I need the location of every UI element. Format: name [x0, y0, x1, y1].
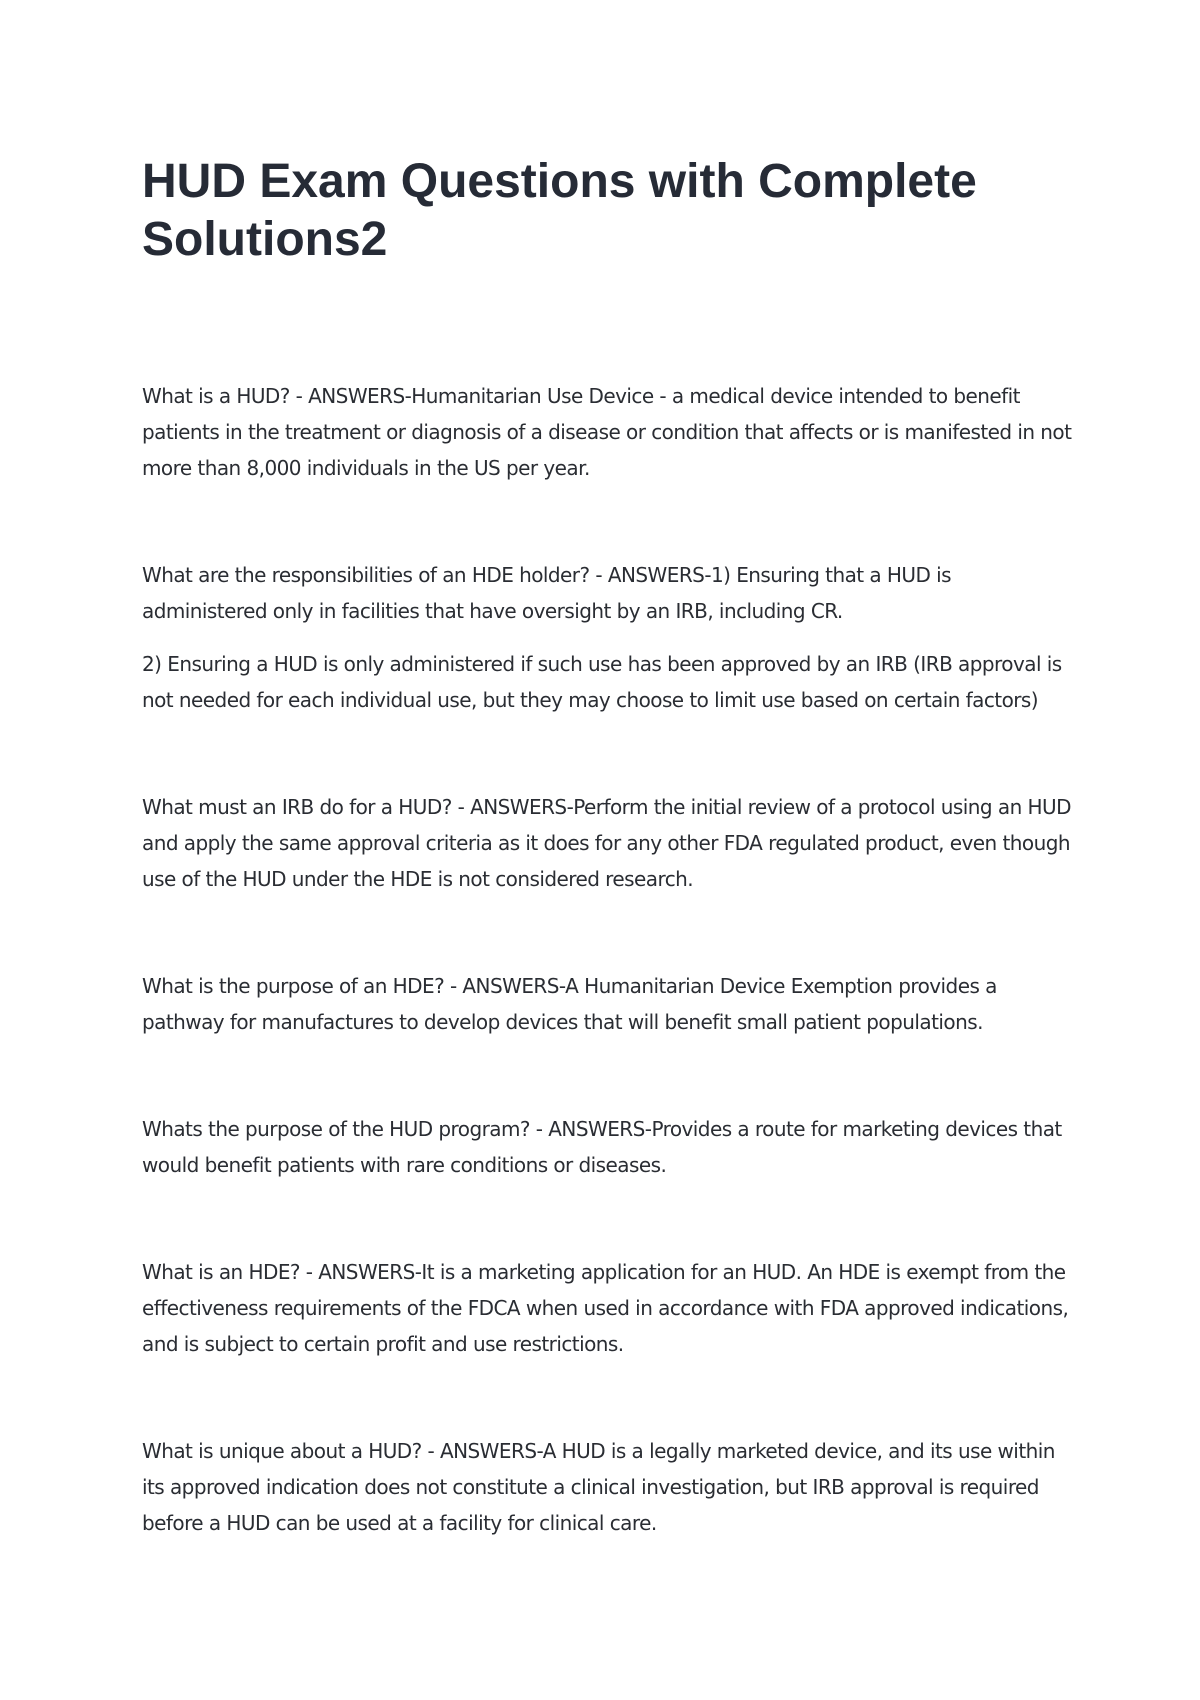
qa-item-hde-holder-responsibilities: [142, 557, 1072, 718]
qa-paragraph: What is unique about a HUD? - ANSWERS-A HUD is a legally marketed device, and its use within its approved indication does not constitute a clinical investigation, but IRB approval is required before a HUD can be used at a facility for clinical care.: [142, 1439, 1055, 1535]
qa-item-hud-program-purpose: [142, 1111, 1072, 1183]
qa-paragraph: What is an HDE? - ANSWERS-It is a marketing application for an HUD. An HDE is exempt from the effectiveness requirements of the FDCA when used in accordance with FDA approved indications, and is subject to certain profit and use restrictions.: [142, 1260, 1069, 1356]
qa-item-hud-unique: [142, 1433, 1072, 1541]
qa-item-irb-duties: [142, 789, 1072, 897]
qa-paragraph: Whats the purpose of the HUD program? - ANSWERS-Provides a route for marketing devices that would benefit patients with rare conditions or diseases.: [142, 1117, 1062, 1177]
qa-paragraph: What is the purpose of an HDE? - ANSWERS-A Humanitarian Device Exemption provides a pathway for manufactures to develop devices that will benefit small patient populations.: [142, 974, 997, 1034]
qa-paragraph: 2) Ensuring a HUD is only administered if such use has been approved by an IRB (IRB approval is not needed for each individual use, but they may choose to limit use based on certain factors): [142, 652, 1062, 712]
qa-item-hde-purpose: [142, 968, 1072, 1040]
document-title: HUD Exam Questions with Complete Solutions2: [142, 155, 977, 266]
qa-item-what-is-hud: [142, 378, 1072, 486]
qa-paragraph: What is a HUD? - ANSWERS-Humanitarian Use Device - a medical device intended to benefit patients in the treatment or diagnosis of a disease or condition that affects or is manifested in not more than 8,000 individuals in the US per year.: [142, 384, 1072, 480]
qa-paragraph: What must an IRB do for a HUD? - ANSWERS-Perform the initial review of a protocol using an HUD and apply the same approval criteria as it does for any other FDA regulated product, even though use of the HUD under the HDE is not considered research.: [142, 795, 1071, 891]
qa-item-what-is-hde: [142, 1254, 1072, 1362]
qa-paragraph: What are the responsibilities of an HDE holder? - ANSWERS-1) Ensuring that a HUD is administered only in facilities that have oversight by an IRB, including CR.: [142, 563, 952, 623]
